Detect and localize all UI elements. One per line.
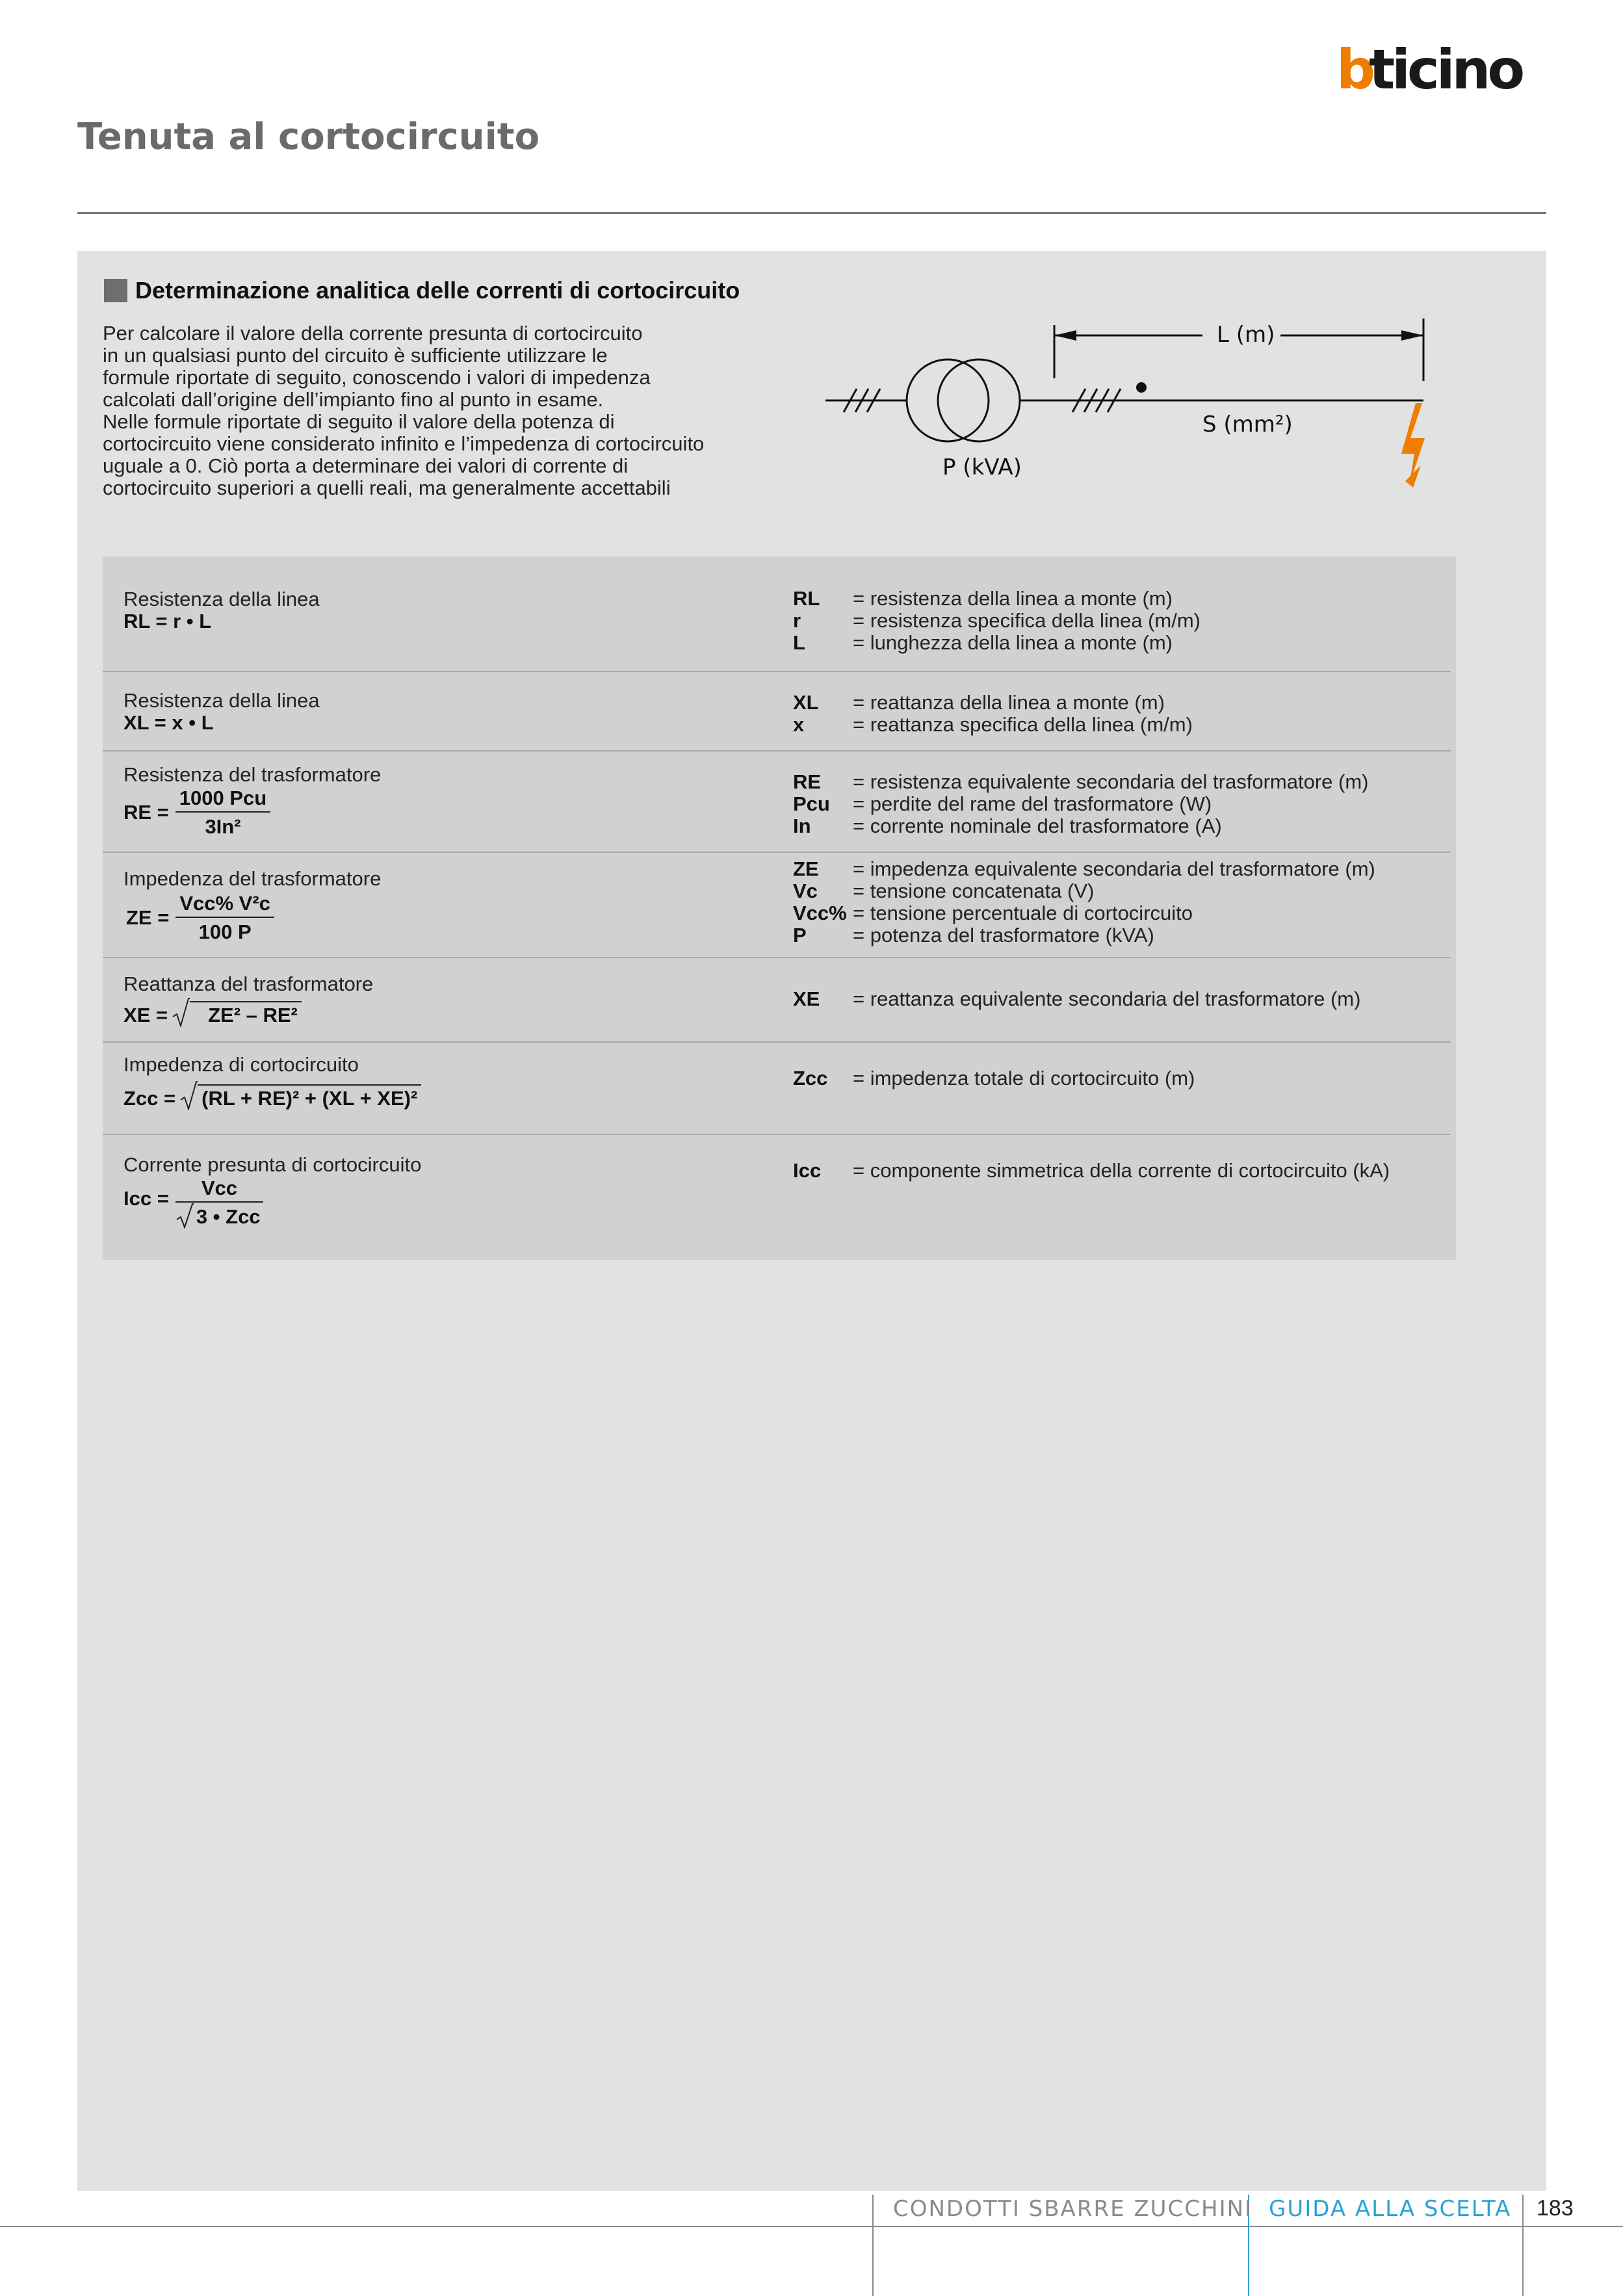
- definition: = tensione concatenata (V): [853, 880, 1095, 902]
- definitions: [793, 1160, 1390, 1182]
- formula-label: Resistenza della linea: [123, 588, 320, 610]
- formula-lhs: RE =: [123, 801, 169, 824]
- intro-line: formule riportate di seguito, conoscendo i valori di impedenza: [103, 366, 651, 389]
- fault-lightning-icon: [1401, 403, 1425, 485]
- symbol: L: [793, 631, 805, 654]
- intro-line: Nelle formule riportate di seguito il valore della potenza di: [103, 410, 615, 433]
- formula-row: [103, 750, 1451, 853]
- intro-line: cortocircuito superiori a quelli reali, ma generalmente accettabili: [103, 476, 671, 499]
- footer-divider: [0, 2226, 1623, 2227]
- formula-table: [103, 556, 1456, 1260]
- symbol: x: [793, 713, 805, 736]
- symbol: RL: [793, 587, 820, 610]
- intro-line: calcolati dall’origine dell’impianto fino al punto in esame.: [103, 388, 604, 411]
- intro-line: Per calcolare il valore della corrente presunta di cortocircuito: [103, 322, 643, 345]
- formula-lhs: ZE =: [126, 906, 170, 929]
- symbol: r: [793, 609, 801, 632]
- formula-lhs: Zcc =: [123, 1087, 176, 1110]
- definition: = impedenza totale di cortocircuito (m): [853, 1067, 1195, 1089]
- symbol: In: [793, 815, 811, 837]
- symbol: Pcu: [793, 792, 830, 815]
- definition: = componente simmetrica della corrente di cortocircuito (kA): [853, 1159, 1390, 1182]
- svg-text:b: b: [1336, 46, 1373, 95]
- page-number: 183: [1537, 2196, 1574, 2221]
- section-title: [104, 277, 740, 304]
- formula-lhs: XE =: [123, 1004, 168, 1026]
- intro-line: uguale a 0. Ciò porta a determinare dei valori di corrente di: [103, 454, 629, 477]
- definitions: [793, 771, 1368, 837]
- power-label: P (kVA): [942, 454, 1022, 480]
- definitions: [793, 692, 1193, 736]
- definitions: [793, 858, 1375, 946]
- definition: = potenza del trasformatore (kVA): [853, 924, 1154, 946]
- square-root: [175, 1203, 263, 1229]
- symbol: Zcc: [793, 1067, 828, 1089]
- footer-section: GUIDA ALLA SCELTA: [1269, 2196, 1512, 2222]
- definition: = resistenza equivalente secondaria del trasformatore (m): [853, 770, 1369, 793]
- length-label: L (m): [1217, 322, 1275, 348]
- symbol: Vc: [793, 880, 818, 902]
- definition: = tensione percentuale di cortocircuito: [853, 902, 1193, 924]
- formula-row: [103, 852, 1451, 958]
- section-label: S (mm²): [1202, 411, 1293, 437]
- definitions: [793, 1067, 1195, 1089]
- definition: = resistenza della linea a monte (m): [853, 587, 1173, 610]
- formula: [123, 997, 302, 1027]
- formula-label: Impedenza di cortocircuito: [123, 1053, 359, 1076]
- denominator: 3 • Zcc: [196, 1205, 261, 1228]
- definition: = impedenza equivalente secondaria del trasformatore (m): [853, 857, 1375, 880]
- radicand: (RL + RE)² + (XL + XE)²: [198, 1084, 421, 1110]
- fraction: [175, 787, 270, 839]
- formula-lhs: Icc =: [123, 1187, 169, 1210]
- radicand: ZE² – RE²: [190, 1001, 302, 1027]
- fraction: [175, 892, 274, 944]
- formula: [126, 892, 274, 944]
- symbol: Icc: [793, 1159, 822, 1182]
- symbol: RE: [793, 770, 822, 793]
- formula: XL = x • L: [123, 711, 214, 734]
- symbol: Vcc%: [793, 902, 847, 924]
- numerator: Vcc: [175, 1177, 263, 1203]
- sqrt-sign-icon: [175, 1203, 194, 1229]
- definition: = lunghezza della linea a monte (m): [853, 631, 1173, 654]
- formula: RL = r • L: [123, 610, 212, 633]
- footer-catalog: CONDOTTI SBARRE ZUCCHINI: [893, 2196, 1253, 2222]
- formula-row: [103, 556, 1451, 672]
- formula: [123, 787, 270, 839]
- numerator: Vcc% V²c: [175, 892, 274, 918]
- symbol: XE: [793, 987, 820, 1010]
- square-bullet-icon: [104, 279, 127, 302]
- definitions: [793, 988, 1360, 1010]
- page-title: Tenuta al cortocircuito: [77, 116, 540, 158]
- definition: = resistenza specifica della linea (m/m): [853, 609, 1201, 632]
- circuit-diagram: [819, 311, 1443, 501]
- formula-row: [103, 957, 1451, 1043]
- square-root: [179, 1080, 421, 1110]
- formula-label: Resistenza della linea: [123, 689, 320, 712]
- definitions: [793, 588, 1201, 654]
- sqrt-sign-icon: [172, 997, 190, 1027]
- bticino-logo: [1336, 46, 1547, 95]
- numerator: 1000 Pcu: [175, 787, 270, 813]
- formula-label: Reattanza del trasformatore: [123, 972, 374, 995]
- formula-label: Resistenza del trasformatore: [123, 763, 382, 786]
- footer-separator: [872, 2195, 874, 2296]
- svg-text:ticino: ticino: [1369, 46, 1522, 95]
- formula-row: [103, 1134, 1451, 1260]
- formula-row: [103, 671, 1451, 751]
- intro-text: [103, 322, 831, 499]
- symbol: P: [793, 924, 807, 946]
- definition: = perdite del rame del trasformatore (W): [853, 792, 1212, 815]
- symbol: ZE: [793, 857, 819, 880]
- intro-line: in un qualsiasi punto del circuito è sufficiente utilizzare le: [103, 344, 608, 367]
- square-root: [172, 997, 302, 1027]
- denominator: 3In²: [205, 815, 241, 838]
- footer-separator: [1522, 2195, 1524, 2296]
- definition: = reattanza della linea a monte (m): [853, 691, 1165, 714]
- definition: = corrente nominale del trasformatore (A): [853, 815, 1222, 837]
- formula-label: Impedenza del trasformatore: [123, 867, 382, 890]
- header-divider: [77, 212, 1546, 214]
- definition: = reattanza specifica della linea (m/m): [853, 713, 1193, 736]
- sqrt-sign-icon: [179, 1080, 198, 1110]
- fraction: [175, 1177, 263, 1229]
- formula-label: Corrente presunta di cortocircuito: [123, 1153, 422, 1176]
- formula-row: [103, 1041, 1451, 1135]
- section-title-text: Determinazione analitica delle correnti di cortocircuito: [135, 277, 740, 304]
- intro-line: cortocircuito viene considerato infinito e l’impedenza di cortocircuito: [103, 432, 705, 455]
- definition: = reattanza equivalente secondaria del trasformatore (m): [853, 987, 1361, 1010]
- formula: [123, 1080, 421, 1110]
- denominator: 100 P: [198, 920, 252, 943]
- formula: [123, 1177, 263, 1229]
- symbol: XL: [793, 691, 819, 714]
